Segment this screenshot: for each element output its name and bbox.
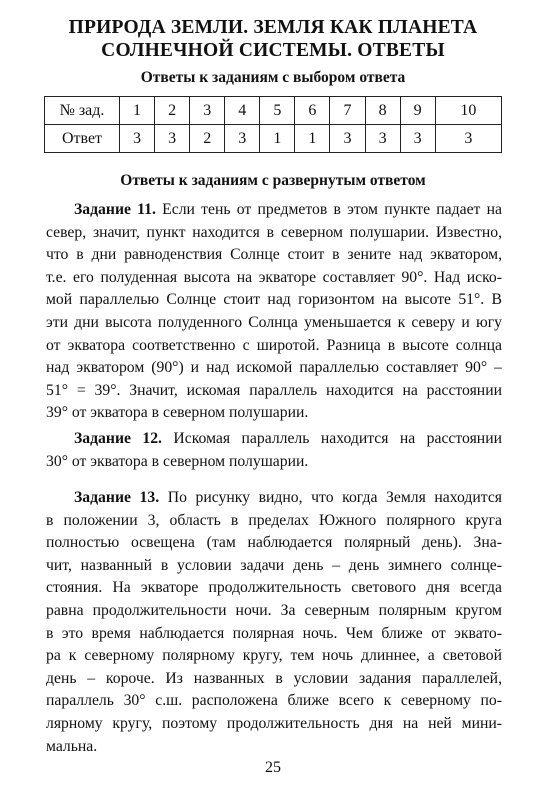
task-label: Задание 13.: [74, 489, 160, 506]
text-line: полностью освещена (там наблюдается полярный день). Зна-: [46, 534, 502, 552]
task-number-cell: 1: [120, 97, 155, 125]
text-line: над экватором (90°) и над искомой параллелью составляет 90° –: [46, 359, 502, 377]
task-13-answer: [46, 487, 502, 758]
text-line: 51° = 39°. Значит, искомая параллель находится на расстоянии: [46, 381, 502, 399]
text-line: чит, названный в условии задачи день – день зимнего солнце-: [46, 556, 502, 574]
text-line: в это время наблюдается полярная ночь. Чем ближе от эквато-: [46, 624, 502, 642]
task-number-cell: 4: [225, 97, 260, 125]
row-header-answer: Ответ: [45, 125, 120, 153]
answer-cell: 3: [225, 125, 260, 153]
text-line: мальна.: [46, 737, 98, 755]
choice-answers-heading: Ответы к заданиям с выбором ответа: [140, 69, 406, 86]
page-title: [40, 16, 506, 62]
answer-row: [45, 125, 502, 153]
text-line: эти дни высота полуденного Солнца уменьшается к северу и югу: [46, 313, 502, 331]
extended-answers-heading: Ответы к заданиям с развернутым ответом: [120, 172, 426, 189]
answer-cell: 3: [435, 125, 501, 153]
answer-cell: 3: [365, 125, 400, 153]
text-line: т.е. его полуденная высота на экваторе составляет 90°. Над иско-: [46, 268, 502, 286]
line-text: Искомая параллель находится на расстоянии: [173, 430, 502, 447]
text-line: от экватора соответственно с широтой. Разница в высоте солнца: [46, 336, 502, 354]
answer-cell: 1: [295, 125, 330, 153]
task-label: Задание 11.: [74, 201, 156, 218]
task-11-answer: [46, 199, 502, 425]
line-text: По рисунку видно, что когда Земля находится: [167, 489, 502, 506]
text-line: параллель 30° с.ш. расположена ближе всего к северному по-: [46, 692, 502, 710]
answer-cell: 1: [260, 125, 295, 153]
text-line: в положении 3, область в пределах Южного полярного круга: [46, 511, 502, 529]
task-number-cell: 6: [295, 97, 330, 125]
text-line: равна продолжительности ночи. За северным полярным кругом: [46, 601, 502, 619]
answer-cell: 3: [330, 125, 365, 153]
text-line: стояния. На экваторе продолжительность светового дня всегда: [46, 579, 502, 597]
task-number-cell: 3: [190, 97, 225, 125]
title-line-1: ПРИРОДА ЗЕМЛИ. ЗЕМЛЯ КАК ПЛАНЕТА: [68, 17, 478, 38]
answer-cell: 2: [190, 125, 225, 153]
task-label: Задание 12.: [74, 430, 162, 447]
line-text: Если тень от предметов в этом пункте падает на: [162, 201, 502, 218]
page-number: 25: [265, 759, 281, 776]
text-line: север, значит, пункт находится в северном полушарии. Известно,: [46, 223, 502, 241]
answer-cell: 3: [155, 125, 190, 153]
task-number-cell: 2: [155, 97, 190, 125]
task-12-answer: [46, 428, 502, 473]
text-line: [46, 487, 502, 510]
title-line-2: СОЛНЕЧНОЙ СИСТЕМЫ. ОТВЕТЫ: [101, 40, 445, 61]
text-line: день – короче. Из названных в условии задания параллелей,: [46, 669, 502, 687]
task-number-cell: 7: [330, 97, 365, 125]
text-line: 39° от экватора в северном полушарии.: [46, 404, 309, 422]
text-line: что в дни равноденствия Солнце стоит в зените над экватором,: [46, 246, 502, 264]
text-line: мой параллелью Солнце стоит над горизонтом на высоте 51°. В: [46, 291, 502, 309]
answers-table: [44, 96, 502, 153]
text-line: 30° от экватора в северном полушарии.: [46, 452, 309, 470]
row-header-task-number: № зад.: [45, 97, 120, 125]
answer-cell: 3: [400, 125, 435, 153]
task-number-cell: 5: [260, 97, 295, 125]
text-line: [46, 199, 502, 222]
text-line: лярному кругу, поэтому продолжительность дня на ней мини-: [46, 714, 502, 732]
task-number-cell: 9: [400, 97, 435, 125]
answer-cell: 3: [120, 125, 155, 153]
task-number-cell: 8: [365, 97, 400, 125]
task-number-cell: 10: [435, 97, 501, 125]
text-line: [46, 428, 502, 451]
task-number-row: [45, 97, 502, 125]
text-line: ра к северному полярному кругу, тем ночь длиннее, а световой: [46, 647, 502, 665]
